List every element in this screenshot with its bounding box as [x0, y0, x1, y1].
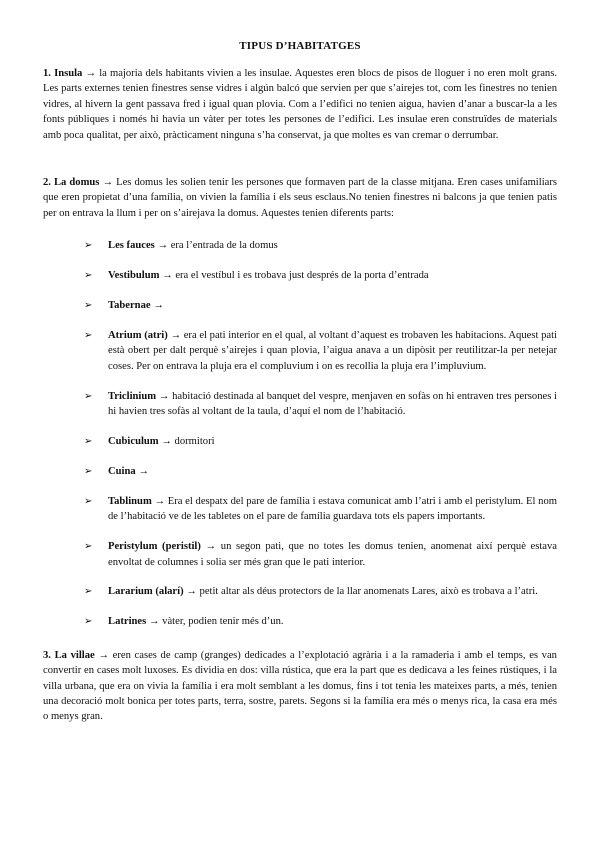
arrow-glyph: →	[98, 649, 109, 661]
domus-part-item	[84, 584, 557, 599]
arrow-glyph: →	[85, 68, 97, 79]
domus-part-term: Atrium (atri)	[108, 329, 168, 341]
arrow-glyph: →	[158, 390, 170, 402]
domus-part-item	[84, 539, 557, 570]
section-heading: 1. Insula	[43, 68, 83, 79]
domus-part-item	[84, 494, 557, 525]
arrow-glyph: →	[102, 177, 114, 189]
domus-part-description: era el pati interior en el qual, al voltant d’aquest es trobaven les habitacions. Aquest pati està obert per dalt perquè s’airejes i quan plovia, l’aigua anava a un dipòsit per reutilitzar-la per netejar coses. Per on entrava la pluja era el compluvium i on es recollia la pluja era l’impluvium.	[108, 329, 557, 372]
arrow-bullet-icon: ➢	[84, 240, 93, 252]
arrow-bullet-icon: ➢	[84, 329, 93, 341]
domus-part-description: Era el despatx del pare de família i estava comunicat amb l’atri i amb el peristylum. El nom de l’habitació ve de les tabletes on el pare de família guardava tots els papers importants.	[108, 495, 557, 523]
domus-part-description: dormitori	[174, 436, 215, 447]
section-text: Les domus les solien tenir les persones que formaven part de la classe mitjana. Eren cases unifamiliars que eren propietat d’una família, on vivien la família i els seus esclaus.No tenien finestres ni balcons ja que tenien patis per on entrava la llum i per on s’airejava la domus. Aquestes tenien diferents parts:	[43, 177, 557, 219]
domus-part-item	[84, 434, 557, 449]
domus-part-term: Latrines	[108, 616, 147, 628]
domus-part-description: era el vestíbul i es trobava just després de la porta d’entrada	[175, 270, 429, 282]
arrow-bullet-icon: ➢	[84, 616, 93, 628]
arrow-glyph: →	[161, 436, 172, 447]
domus-part-term: Peristylum (peristil)	[108, 541, 201, 553]
arrow-bullet-icon: ➢	[84, 541, 93, 553]
domus-part-term: Les fauces	[108, 240, 155, 252]
section-domus	[43, 175, 557, 221]
arrow-glyph: →	[170, 329, 182, 341]
arrow-bullet-icon: ➢	[84, 586, 93, 598]
arrow-glyph: →	[153, 300, 164, 312]
arrow-glyph: →	[205, 541, 217, 553]
domus-part-description: era l’entrada de la domus	[170, 240, 278, 252]
arrow-bullet-icon: ➢	[84, 495, 93, 507]
arrow-glyph: →	[157, 240, 169, 252]
arrow-glyph: →	[186, 586, 197, 598]
domus-part-item	[84, 328, 557, 374]
domus-part-item	[84, 614, 557, 629]
section-insula	[43, 66, 557, 143]
arrow-glyph: →	[162, 270, 173, 282]
domus-parts-list	[43, 238, 557, 630]
domus-part-term: Lararium (alarí)	[108, 586, 184, 598]
document-page	[43, 40, 557, 725]
section-heading: 3. La villae	[43, 649, 95, 661]
domus-part-term: Cubiculum	[108, 436, 159, 447]
domus-part-description: un segon pati, que no totes les domus tenien, anomenat així perquè estava envoltat de columnes i solia ser més gran que le pati interior.	[108, 541, 557, 568]
section-heading: 2. La domus	[43, 177, 100, 189]
arrow-glyph: →	[154, 495, 166, 507]
section-text: eren cases de camp (granges) dedicades a l’explotació agrària i a la ramaderia i amb el temps, es van convertir en cases molt luxoses. Es dividia en dos: villa rústica, que era la part que es dedicava a les feines rústiques, i la villa urbana, que era on vivia la família i era molt semblant a les domus, fins i tot tenia les mateixes parts, a més, tenien una decoració molt bonica per totes parts, terra, sostre, parets. Segons si la família era més o menys rica, la casa era més o menys gran.	[43, 649, 557, 723]
domus-part-item	[84, 298, 557, 313]
domus-part-item	[84, 389, 557, 420]
domus-part-term: Vestibulum	[108, 270, 160, 282]
arrow-bullet-icon: ➢	[84, 390, 93, 402]
arrow-bullet-icon: ➢	[84, 270, 93, 282]
domus-part-description: vàter, podien tenir més d’un.	[162, 616, 284, 628]
arrow-bullet-icon: ➢	[84, 300, 93, 312]
domus-part-term: Cuina	[108, 465, 136, 477]
domus-part-term: Triclinium	[108, 390, 157, 402]
domus-part-description: habitació destinada al banquet del vespre, menjaven en sofàs on hi entraven tres persones i hi havien tres sofàs al voltant de la taula, d’aquí el nom de l’habitació.	[108, 390, 557, 418]
domus-part-item	[84, 268, 557, 283]
domus-part-item	[84, 464, 557, 479]
section-text: la majoria dels habitants vivien a les insulae. Aquestes eren blocs de pisos de lloguer i no eren molt grans. Les parts externes tenien finestres sense vidres i algún balcó que servien per que s’airejes tot, com les finestres no tenien vidres, al hivern la gent passava fred i igual quan plovia. Com a l’edifici no tenien aigua, havien d’anar a buscar-la a les fonts públiques i només hi havia un vàter per totes les persones de l’edifici. Les insulae eren construïdes de materials amb poca qualitat, per això, pràcticament ninguna s’ha conservat, ja que moltes es van cremar o derrumbar.	[43, 68, 557, 141]
arrow-glyph: →	[138, 465, 149, 477]
section-villae	[43, 648, 557, 725]
arrow-glyph: →	[148, 616, 160, 628]
domus-part-item	[84, 238, 557, 253]
domus-part-term: Tablinum	[108, 495, 152, 507]
arrow-bullet-icon: ➢	[84, 465, 93, 477]
domus-part-description: petit altar als déus protectors de la llar anomenats Lares, això es trobava a l’atri.	[199, 586, 538, 598]
domus-part-term: Tabernae	[108, 300, 151, 312]
document-title: TIPUS D’HABITATGES	[239, 40, 361, 52]
arrow-bullet-icon: ➢	[84, 436, 93, 447]
